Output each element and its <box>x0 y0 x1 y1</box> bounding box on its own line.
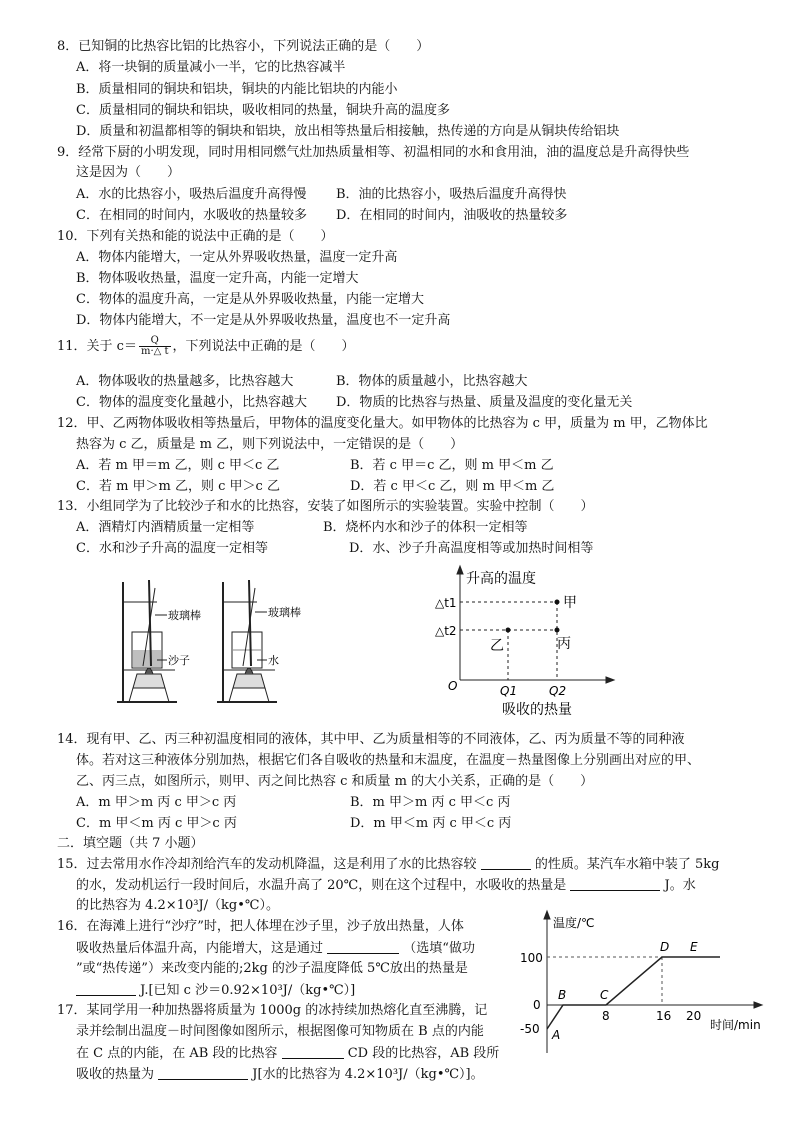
q14-option-a: A．m 甲＞m 丙 c 甲＞c 丙 <box>76 795 237 810</box>
q14-option-d: D．m 甲＜m 丙 c 甲＜c 丙 <box>350 816 512 831</box>
label-glass-rod-left: 玻璃棒 <box>168 609 201 622</box>
point-yi <box>506 628 511 633</box>
q12-stem-line2: 热容为 c 乙，质量是 m 乙，则下列说法中，一定错误的是（ ） <box>76 437 464 452</box>
q10-stem: 10．下列有关热和能的说法中正确的是（ ） <box>57 229 334 244</box>
x-axis-label: 吸收的热量 <box>502 702 572 718</box>
point-c-label: C <box>600 988 609 1002</box>
q17-blank-2[interactable] <box>282 1044 344 1059</box>
experiment-apparatus-figure <box>105 570 305 715</box>
q12-option-a: A．若 m 甲＝m 乙，则 c 甲＜c 乙 <box>76 458 280 473</box>
q16-line2-text: 吸收热量后体温升高，内能增大，这是通过 <box>76 941 324 956</box>
q17-line4-text: 吸收的热量为 <box>76 1067 155 1082</box>
q9-option-a: A．水的比热容小，吸热后温度升高得慢 <box>76 187 307 202</box>
x-tick-16: 16 <box>656 1009 672 1023</box>
dt2-label: △t2 <box>435 624 457 638</box>
q17-line4-tail: J[水的比热容为 4.2×10³J/（kg•℃）]。 <box>252 1067 484 1082</box>
q11-stem-prefix: 11．关于 c＝ <box>57 339 137 354</box>
q8-option-d: D．质量和初温都相等的铜块和铝块，放出相等热量后相接触，热传递的方向是从铜块传给铝块 <box>76 124 620 139</box>
q14-stem-line3: 乙、丙三点，如图所示，则甲、丙之间比热容 c 和质量 m 的大小关系，正确的是（ ） <box>76 774 594 789</box>
q8-option-b: B．质量相同的铜块和铝块，铜块的内能比铝块的内能小 <box>76 82 398 97</box>
x-tick-20: 20 <box>686 1009 702 1023</box>
q11-option-a: A．物体吸收的热量越多，比热容越大 <box>76 374 294 389</box>
q15-line2 <box>76 876 696 895</box>
q9-option-d: D．在相同的时间内，油吸收的热量较多 <box>336 208 568 223</box>
q17-line3-text: 在 C 点的内能，在 AB 段的比热容 <box>76 1046 278 1061</box>
q10-option-b: B．物体吸收热量，温度一定升高，内能一定增大 <box>76 271 359 286</box>
section-title: 二．填空题（共 7 小题） <box>57 836 204 851</box>
q14-option-c: C．m 甲＜m 丙 c 甲＞c 丙 <box>76 816 237 831</box>
q11-option-d: D．物质的比热容与热量、质量及温度的变化量无关 <box>336 395 633 410</box>
q15-line2-tail: J。水 <box>664 878 696 893</box>
q8-option-c: C．质量相同的铜块和铝块，吸收相同的热量，铜块升高的温度多 <box>76 103 450 118</box>
q15-line1 <box>57 855 719 874</box>
q13-stem: 13．小组同学为了比较沙子和水的比热容，安装了如图所示的实验装置。实验中控制（ ） <box>57 499 594 514</box>
q13-option-c: C．水和沙子升高的温度一定相等 <box>76 541 268 556</box>
q16-blank-1[interactable] <box>327 939 399 954</box>
q17-blank-3[interactable] <box>158 1065 248 1080</box>
y-tick-100: 100 <box>520 951 543 965</box>
q8-option-a: A．将一块铜的质量减小一半，它的比热容减半 <box>76 60 346 75</box>
y-axis-label: 温度/℃ <box>553 916 595 930</box>
q16-line2-tail: （选填“做功 <box>403 941 475 956</box>
q16-line4-text: J.[已知 c 沙＝0.92×10³J/（kg•℃）] <box>140 983 356 998</box>
q17-line2: 录并绘制出温度－时间图像如图所示，根据图像可知物质在 B 点的内能 <box>76 1024 484 1039</box>
q15-line3: 的比热容为 4.2×10³J/（kg•℃）。 <box>76 898 279 913</box>
q14-stem-line2: 体。若对这三种液体分别加热，根据它们各自吸收的热量和末温度，在温度－热量图像上分别画出对应的甲、 <box>76 753 701 768</box>
label-glass-rod-right: 玻璃棒 <box>268 606 301 619</box>
y-axis-label: 升高的温度 <box>466 571 536 587</box>
q11-formula-numerator: Q <box>139 336 171 347</box>
point-a-label: A <box>552 1028 561 1042</box>
q9-stem-line2: 这是因为（ ） <box>76 165 181 180</box>
q12-stem-line1: 12．甲、乙两物体吸收相等热量后，甲物体的温度变化量大。如甲物体的比热容为 c 甲，质量为 m 甲，乙物体比 <box>57 416 708 431</box>
x-tick-8: 8 <box>602 1009 610 1023</box>
point-b-label: B <box>558 988 567 1002</box>
q12-option-b: B．若 c 甲＝c 乙，则 m 甲＜m 乙 <box>350 458 554 473</box>
q16-line3: ”或“热传递”）来改变内能的;2kg 的沙子温度降低 5℃放出的热量是 <box>76 961 468 976</box>
q9-stem-line1: 9．经常下厨的小明发现，同时用相同燃气灶加热质量相等、初温相同的水和食用油，油的温度总是升高得快些 <box>57 145 690 160</box>
q12-option-c: C．若 m 甲＞m 乙，则 c 甲＞c 乙 <box>76 479 280 494</box>
point-d-label: D <box>660 940 670 954</box>
point-jia <box>555 600 560 605</box>
q13-option-d: D．水、沙子升高温度相等或加热时间相等 <box>349 541 594 556</box>
q14-stem-line1: 14．现有甲、乙、丙三种初温度相同的液体，其中甲、乙为质量相等的不同液体，乙、丙为质量不等的同种液 <box>57 732 685 747</box>
dt1-label: △t1 <box>435 596 457 610</box>
q16-line4 <box>76 981 355 1000</box>
temperature-time-graph <box>520 905 775 1065</box>
q17-line3-tail: CD 段的比热容，AB 段所 <box>347 1046 500 1061</box>
q15-blank-1[interactable] <box>481 855 531 870</box>
q15-line1-text: 15．过去常用水作冷却剂给汽车的发动机降温，这是利用了水的比热容较 <box>57 857 477 872</box>
q14-option-b: B．m 甲＞m 丙 c 甲＜c 丙 <box>350 795 511 810</box>
q16-line1: 16．在海滩上进行“沙疗”时，把人体埋在沙子里，沙子放出热量，人体 <box>57 919 464 934</box>
point-bing <box>555 628 560 633</box>
q11-option-c: C．物体的温度变化量越小，比热容越大 <box>76 395 307 410</box>
q9-option-c: C．在相同的时间内，水吸收的热量较多 <box>76 208 307 223</box>
q10-option-a: A．物体内能增大，一定从外界吸收热量，温度一定升高 <box>76 250 398 265</box>
heat-temperature-graph <box>420 562 620 722</box>
q2-label: Q2 <box>549 684 567 698</box>
q16-blank-2[interactable] <box>76 981 136 996</box>
y-tick-0: 0 <box>533 998 541 1012</box>
q11-formula-fraction <box>139 336 171 357</box>
point-e-label: E <box>690 940 698 954</box>
q9-option-b: B．油的比热容小，吸热后温度升高得快 <box>336 187 567 202</box>
q17-line1: 17．某同学用一种加热器将质量为 1000g 的冰持续加热熔化直至沸腾，记 <box>57 1003 488 1018</box>
q11-stem-suffix: ，下列说法中正确的是（ ） <box>172 339 355 354</box>
q11-formula-denominator: m·△ t <box>140 346 169 357</box>
q17-line3 <box>76 1044 499 1063</box>
q13-option-b: B．烧杯内水和沙子的体积一定相等 <box>323 520 528 535</box>
q15-line1-tail: 的性质。某汽车水箱中装了 5kg <box>534 857 720 872</box>
q11-stem <box>57 336 355 357</box>
yi-label: 乙 <box>490 638 504 654</box>
q1-label: Q1 <box>500 684 518 698</box>
q10-option-d: D．物体内能增大，不一定是从外界吸收热量，温度也不一定升高 <box>76 313 451 328</box>
q17-line4 <box>76 1065 484 1084</box>
q13-option-a: A．酒精灯内酒精质量一定相等 <box>76 520 255 535</box>
label-water: 水 <box>268 654 279 667</box>
q15-blank-2[interactable] <box>570 876 660 891</box>
q12-option-d: D．若 c 甲＜c 乙，则 m 甲＜m 乙 <box>350 479 555 494</box>
q16-line2 <box>76 939 475 958</box>
origin-label: O <box>448 679 458 693</box>
label-sand: 沙子 <box>168 654 190 667</box>
y-tick-neg50: -50 <box>520 1022 540 1036</box>
q8-stem: 8．已知铜的比热容比铝的比热容小，下列说法正确的是（ ） <box>57 39 430 54</box>
jia-label: 甲 <box>563 595 577 611</box>
x-axis-label: 时间/min <box>710 1018 761 1032</box>
q10-option-c: C．物体的温度升高，一定是从外界吸收热量，内能一定增大 <box>76 292 424 307</box>
bing-label: 丙 <box>557 636 571 652</box>
q11-option-b: B．物体的质量越小，比热容越大 <box>336 374 528 389</box>
q15-line2-text: 的水，发动机运行一段时间后，水温升高了 20℃，则在这个过程中，水吸收的热量是 <box>76 878 567 893</box>
